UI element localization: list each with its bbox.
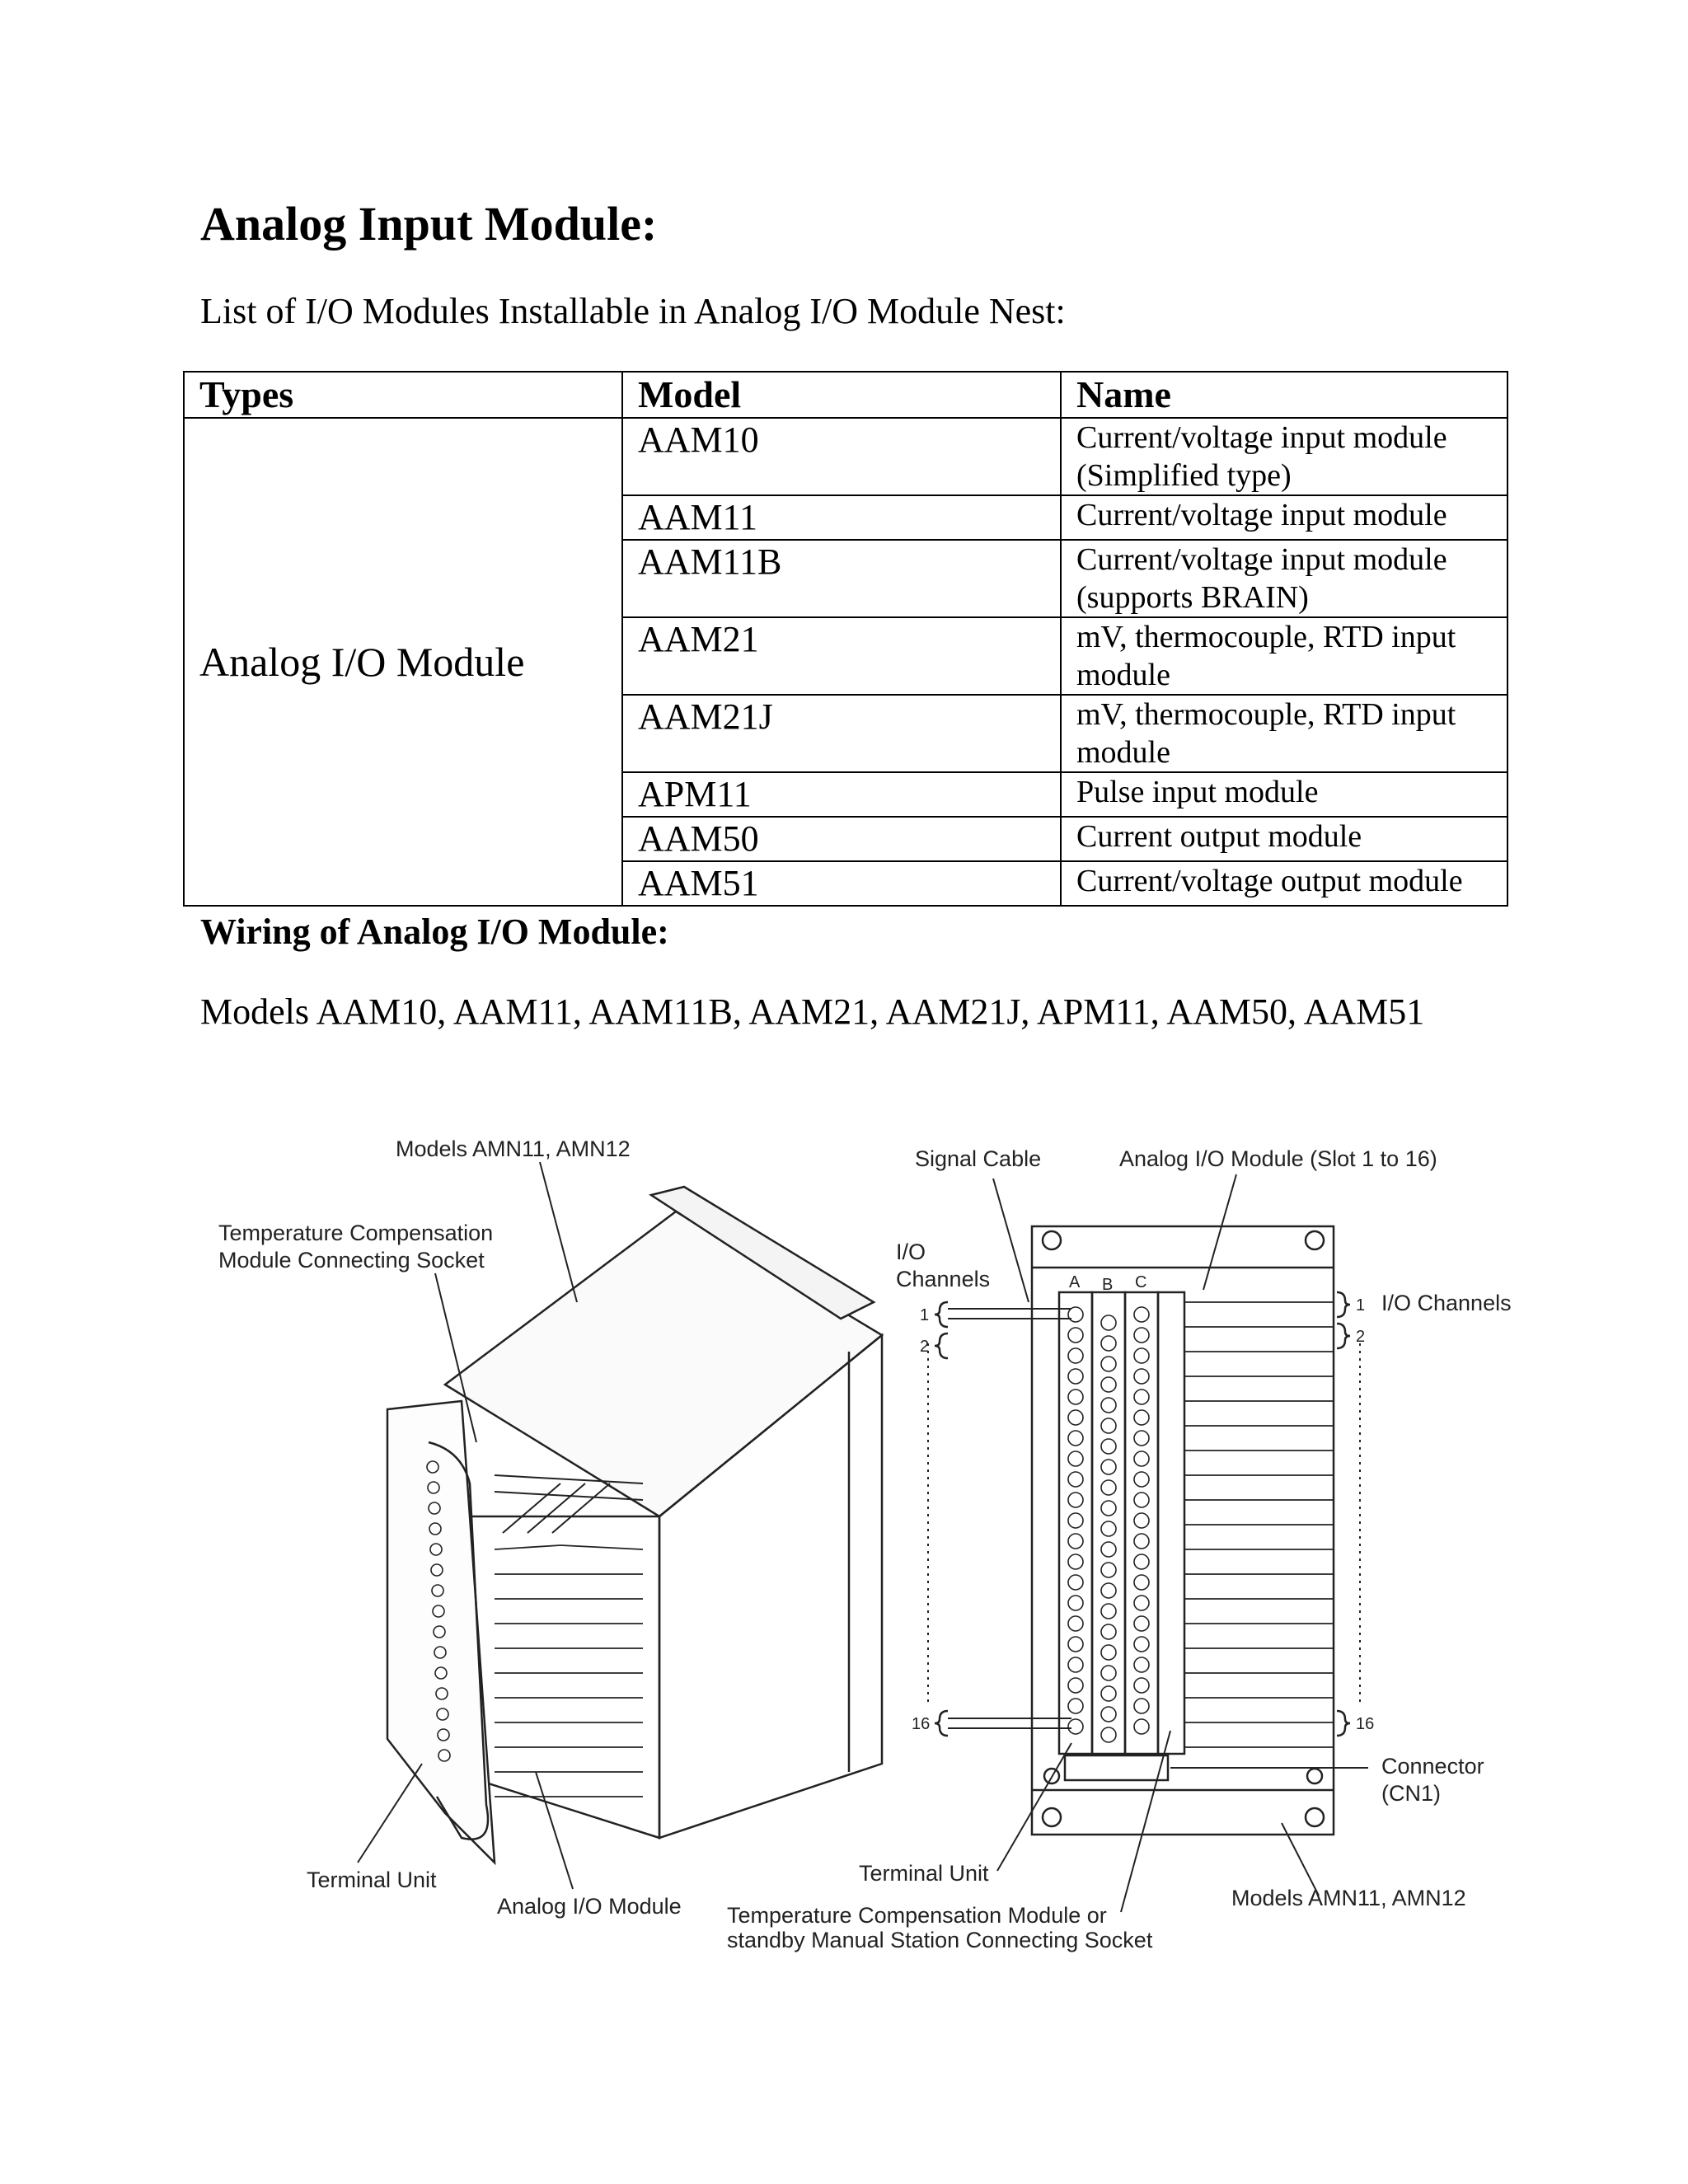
name-cell: mV, thermocouple, RTD input module bbox=[1061, 617, 1507, 695]
model-cell: AAM21J bbox=[622, 695, 1061, 772]
label-terminal-unit-left: Terminal Unit bbox=[307, 1868, 437, 1892]
label-connector-2: (CN1) bbox=[1381, 1781, 1441, 1806]
model-cell: AAM21 bbox=[622, 617, 1061, 695]
label-connector-1: Connector bbox=[1381, 1754, 1484, 1779]
wiring-models-text: Models AAM10, AAM11, AAM11B, AAM21, AAM21J, APM11, AAM50, AAM51 bbox=[200, 991, 1425, 1032]
type-cell: Analog I/O Module bbox=[184, 418, 622, 906]
name-cell: Current/voltage input module (Simplified type) bbox=[1061, 418, 1507, 495]
label-io-channels-left-1: I/O bbox=[896, 1240, 926, 1264]
name-cell: Current output module bbox=[1061, 817, 1507, 861]
label-ch1-right: 1 bbox=[1356, 1296, 1366, 1315]
header-types: Types bbox=[184, 372, 622, 418]
model-cell: AAM10 bbox=[622, 418, 1061, 495]
label-models-bottom: Models AMN11, AMN12 bbox=[1231, 1886, 1466, 1910]
header-model: Model bbox=[622, 372, 1061, 418]
label-temp-socket-1: Temperature Compensation bbox=[218, 1221, 494, 1245]
label-io-channels-right: I/O Channels bbox=[1381, 1291, 1512, 1315]
label-col-a: A bbox=[1069, 1273, 1081, 1291]
label-temp-socket-2: Module Connecting Socket bbox=[218, 1248, 485, 1272]
label-io-channels-left-2: Channels bbox=[896, 1267, 991, 1291]
model-cell: APM11 bbox=[622, 772, 1061, 817]
label-temp-standby-2: standby Manual Station Connecting Socket bbox=[727, 1928, 1153, 1952]
label-col-b: B bbox=[1102, 1276, 1114, 1294]
header-name: Name bbox=[1061, 372, 1507, 418]
label-signal-cable: Signal Cable bbox=[915, 1146, 1042, 1171]
label-ch16-right: 16 bbox=[1356, 1715, 1375, 1733]
name-cell: Current/voltage output module bbox=[1061, 861, 1507, 906]
label-temp-standby-1: Temperature Compensation Module or bbox=[727, 1903, 1107, 1928]
label-analog-module-slot: Analog I/O Module (Slot 1 to 16) bbox=[1119, 1146, 1437, 1171]
terminal-board-drawing bbox=[928, 1174, 1368, 1912]
name-cell: mV, thermocouple, RTD input module bbox=[1061, 695, 1507, 772]
label-ch1-left: 1 bbox=[920, 1306, 930, 1324]
model-cell: AAM50 bbox=[622, 817, 1061, 861]
model-cell: AAM11B bbox=[622, 540, 1061, 617]
model-cell: AAM11 bbox=[622, 495, 1061, 540]
page-subtitle: List of I/O Modules Installable in Analog I/O Module Nest: bbox=[200, 291, 1066, 331]
label-terminal-unit-right: Terminal Unit bbox=[859, 1861, 989, 1886]
label-ch2-right: 2 bbox=[1356, 1328, 1366, 1346]
label-ch2-left: 2 bbox=[920, 1338, 930, 1356]
name-cell: Current/voltage input module bbox=[1061, 495, 1507, 540]
name-cell: Pulse input module bbox=[1061, 772, 1507, 817]
label-models-top: Models AMN11, AMN12 bbox=[396, 1137, 631, 1161]
label-col-c: C bbox=[1135, 1273, 1147, 1291]
label-ch16-left: 16 bbox=[912, 1715, 931, 1733]
model-cell: AAM51 bbox=[622, 861, 1061, 906]
page-title: Analog Input Module: bbox=[200, 197, 658, 251]
wiring-title: Wiring of Analog I/O Module: bbox=[200, 912, 669, 952]
label-analog-module-left: Analog I/O Module bbox=[497, 1894, 682, 1919]
name-cell: Current/voltage input module (supports BRAIN) bbox=[1061, 540, 1507, 617]
